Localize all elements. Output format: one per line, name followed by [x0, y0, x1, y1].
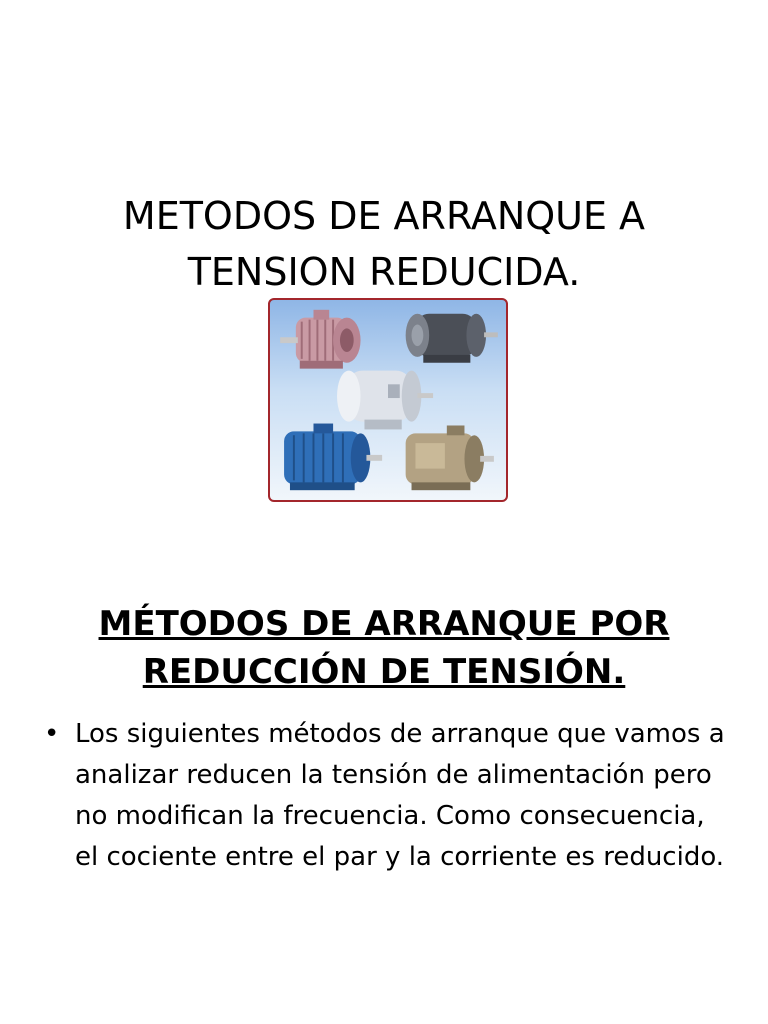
white-motor-icon — [337, 371, 433, 430]
beige-motor-icon — [406, 425, 494, 490]
bullet-marker: • — [44, 719, 60, 749]
bullet-list — [44, 714, 728, 878]
bullet-item — [44, 714, 728, 878]
pink-motor-icon — [280, 310, 360, 369]
slide-2-title — [40, 600, 728, 696]
bullet-text: Los siguientes métodos de arranque que vamos a analizar reducen la tensión de alimentación pero no modifican la frecuencia. Como consecuencia, el cociente entre el par y la corriente es reducido. — [75, 719, 725, 872]
slide-2 — [0, 560, 768, 1024]
slide-1-title-line: TENSION REDUCIDA. — [187, 250, 581, 294]
electric-motors-image — [268, 298, 508, 502]
slide-2-title-line: MÉTODOS DE ARRANQUE POR — [98, 604, 670, 644]
blue-motor-icon — [284, 424, 382, 491]
slide-1-title-line: METODOS DE ARRANQUE A — [122, 194, 646, 238]
slide-1-title — [40, 188, 728, 300]
dark-motor-icon — [406, 314, 498, 363]
slide-2-title-line: REDUCCIÓN DE TENSIÓN. — [142, 652, 626, 692]
